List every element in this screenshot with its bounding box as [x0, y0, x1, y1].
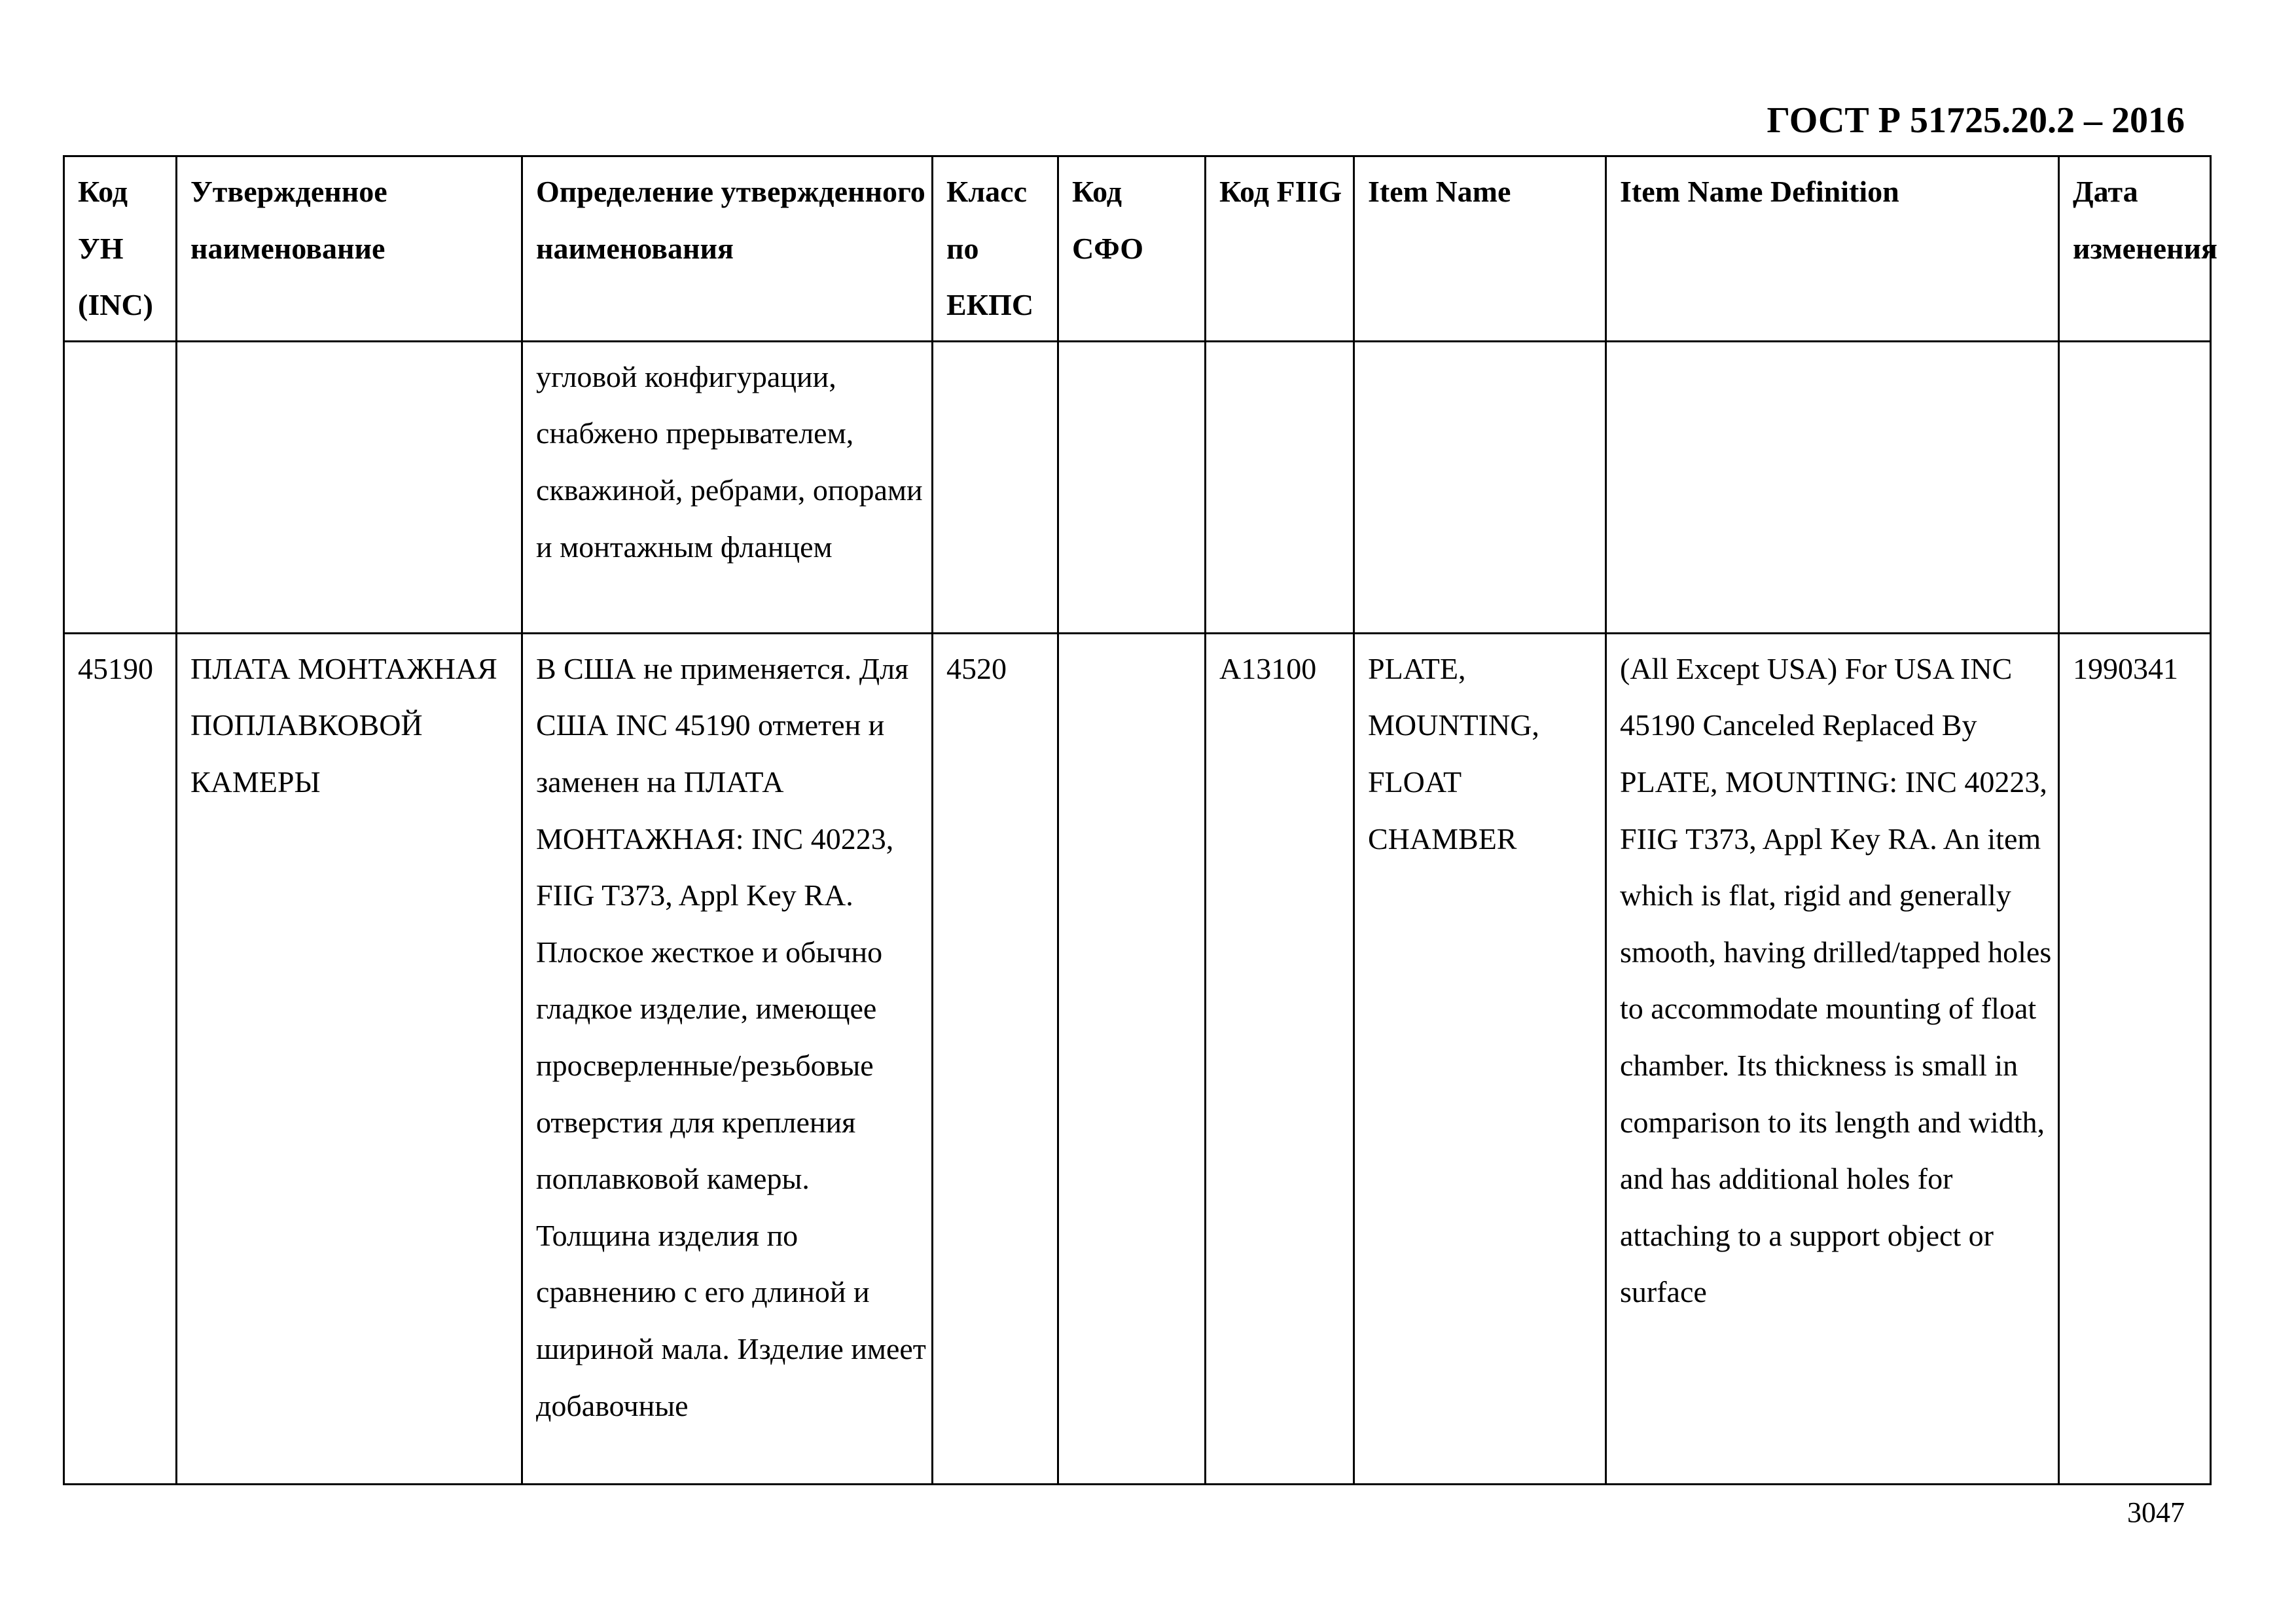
cell-approved-name [177, 341, 522, 633]
cell-definition: угловой конфигурации, снабжено прерывателем, скважиной, ребрами, опорами и монтажным фланцем [522, 341, 933, 633]
cell-fiig [1206, 341, 1354, 633]
column-header-class: Класс по ЕКПС [933, 156, 1058, 342]
page-number: 3047 [2127, 1496, 2185, 1528]
cell-item-name-definition [1606, 341, 2059, 633]
cell-class [933, 341, 1058, 633]
document-header: ГОСТ Р 51725.20.2 – 2016 [1767, 100, 2185, 141]
cell-inc: 45190 [64, 633, 177, 1484]
column-header-item-name-definition: Item Name Definition [1606, 156, 2059, 342]
table-header-row [64, 156, 2211, 342]
cell-item-name: PLATE, MOUNTING, FLOAT CHAMBER [1354, 633, 1606, 1484]
column-header-approved-name: Утвержденное наименование [177, 156, 522, 342]
cell-definition: В США не применяется. Для США INC 45190 отметен и заменен на ПЛАТА МОНТАЖНАЯ: INC 40223, FIIG T373, Appl Key RA. Плоское жесткое и обычно гладкое изделие, имеющее просверленные/резьбовые отверстия для крепления поплавковой камеры. Толщина изделия по сравнению с его длиной и шириной мала. Изделие имеет добавочные [522, 633, 933, 1484]
cell-sfo [1058, 341, 1206, 633]
cell-fiig: A13100 [1206, 633, 1354, 1484]
column-header-change-date: Дата изменения [2059, 156, 2211, 342]
cell-change-date: 1990341 [2059, 633, 2211, 1484]
cell-sfo [1058, 633, 1206, 1484]
cell-inc [64, 341, 177, 633]
cell-approved-name: ПЛАТА МОНТАЖНАЯ ПОПЛАВКОВОЙ КАМЕРЫ [177, 633, 522, 1484]
table-row [64, 341, 2211, 633]
cell-item-name [1354, 341, 1606, 633]
column-header-definition: Определение утвержденного наименования [522, 156, 933, 342]
cell-change-date [2059, 341, 2211, 633]
cell-item-name-definition: (All Except USA) For USA INC 45190 Canceled Replaced By PLATE, MOUNTING: INC 40223, FIIG T373, Appl Key RA. An item which is flat, rigid and generally smooth, having drilled/tapped holes to accommodate mounting of float chamber. Its thickness is small in comparison to its length and width, and has additional holes for attaching to a support object or surface [1606, 633, 2059, 1484]
column-header-inc: Код УН (INC) [64, 156, 177, 342]
column-header-sfo: Код СФО [1058, 156, 1206, 342]
catalog-table [63, 155, 2217, 1485]
column-header-fiig: Код FIIG [1206, 156, 1354, 342]
column-header-item-name: Item Name [1354, 156, 1606, 342]
cell-class: 4520 [933, 633, 1058, 1484]
table-row [64, 633, 2211, 1484]
